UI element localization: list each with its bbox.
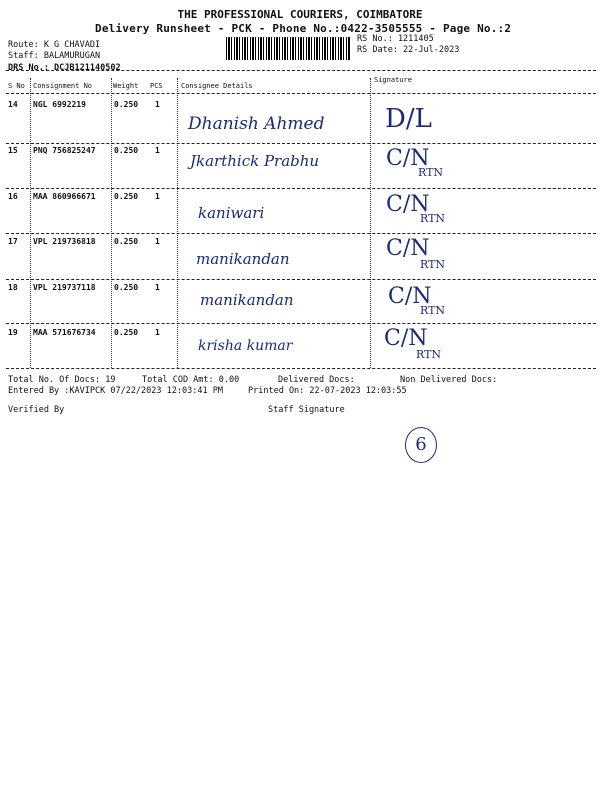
row-pcs: 1	[155, 328, 160, 337]
row-weight: 0.250	[114, 237, 139, 246]
row-weight: 0.250	[114, 146, 139, 155]
row-divider	[6, 279, 596, 280]
row-weight: 0.250	[114, 100, 139, 109]
row-weight: 0.250	[114, 283, 139, 292]
col-header-consignment: Consignment No	[33, 82, 93, 90]
delivered-docs: Delivered Docs:	[278, 375, 355, 385]
signature-status: C/N	[386, 146, 430, 171]
row-divider	[6, 188, 596, 189]
col-header-signature: Signature	[374, 76, 412, 84]
header-rule-bottom	[6, 93, 596, 94]
entered-by: Entered By :KAVIPCK 07/22/2023 12:03:41 PM	[8, 386, 223, 396]
col-header-pcs: PCS	[150, 82, 163, 90]
row-pcs: 1	[155, 283, 160, 292]
route-label: Route: K G CHAVADI	[8, 40, 101, 50]
column-divider	[177, 78, 178, 368]
col-header-weight: Weight	[113, 82, 139, 90]
row-consignment-no: MAA 571676734	[33, 328, 96, 337]
column-divider	[370, 78, 371, 368]
header-rule-top	[6, 70, 596, 71]
rs-date: RS Date: 22-Jul-2023	[357, 45, 460, 55]
signature-rtn: RTN	[420, 258, 446, 271]
signature-rtn: RTN	[420, 304, 446, 317]
row-consignment-no: VPL 219736818	[33, 237, 96, 246]
row-pcs: 1	[155, 192, 160, 201]
row-pcs: 1	[155, 100, 160, 109]
barcode	[226, 37, 351, 60]
row-sno: 15	[8, 146, 18, 155]
row-pcs: 1	[155, 237, 160, 246]
signature-status: C/N	[388, 284, 432, 309]
column-divider	[30, 78, 31, 368]
signature-rtn: RTN	[420, 212, 446, 225]
total-docs: Total No. Of Docs: 19	[8, 375, 116, 385]
non-delivered-docs: Non Delivered Docs:	[400, 375, 498, 385]
signature-rtn: RTN	[416, 348, 442, 361]
row-weight: 0.250	[114, 328, 139, 337]
column-divider	[111, 78, 112, 368]
row-sno: 17	[8, 237, 18, 246]
row-consignment-no: VPL 219737118	[33, 283, 96, 292]
row-sno: 19	[8, 328, 18, 337]
col-header-sno: S No	[8, 82, 25, 90]
runsheet-title: Delivery Runsheet - PCK - Phone No.:0422-3505555 - Page No.:2	[95, 22, 512, 35]
consignee-handwriting: manikandan	[200, 291, 294, 309]
row-divider	[6, 143, 596, 144]
row-consignment-no: NGL 6992219	[33, 100, 86, 109]
total-cod: Total COD Amt: 0.00	[142, 375, 240, 385]
row-divider	[6, 368, 596, 369]
staff-signature: Staff Signature	[268, 405, 345, 415]
consignee-handwriting: krisha kumar	[198, 338, 293, 354]
consignee-handwriting: Dhanish Ahmed	[188, 114, 325, 134]
row-sno: 14	[8, 100, 18, 109]
verified-by: Verified By	[8, 405, 65, 415]
consignee-handwriting: Jkarthick Prabhu	[190, 152, 320, 170]
circled-number: 6	[415, 434, 427, 455]
row-sno: 18	[8, 283, 18, 292]
row-pcs: 1	[155, 146, 160, 155]
printed-on: Printed On: 22-07-2023 12:03:55	[248, 386, 407, 396]
signature-rtn: RTN	[418, 166, 444, 179]
staff-label: Staff: BALAMURUGAN	[8, 51, 101, 61]
row-divider	[6, 323, 596, 324]
company-title: THE PROFESSIONAL COURIERS, COIMBATORE	[177, 8, 423, 21]
signature-status: C/N	[386, 236, 430, 261]
drs-number: DRS No.: DCJB121140502	[8, 63, 121, 73]
rs-number: RS No.: 1211405	[357, 34, 434, 44]
signature-status: C/N	[384, 326, 428, 351]
consignee-handwriting: kaniwari	[198, 204, 265, 222]
signature-status: C/N	[386, 192, 430, 217]
signature-status: D/L	[385, 104, 432, 134]
circled-page-number	[405, 427, 437, 463]
row-consignment-no: PNQ 756825247	[33, 146, 96, 155]
row-weight: 0.250	[114, 192, 139, 201]
consignee-handwriting: manikandan	[196, 250, 290, 268]
row-divider	[6, 233, 596, 234]
row-consignment-no: MAA 860966671	[33, 192, 96, 201]
col-header-consignee: Consignee Details	[181, 82, 253, 90]
row-sno: 16	[8, 192, 18, 201]
